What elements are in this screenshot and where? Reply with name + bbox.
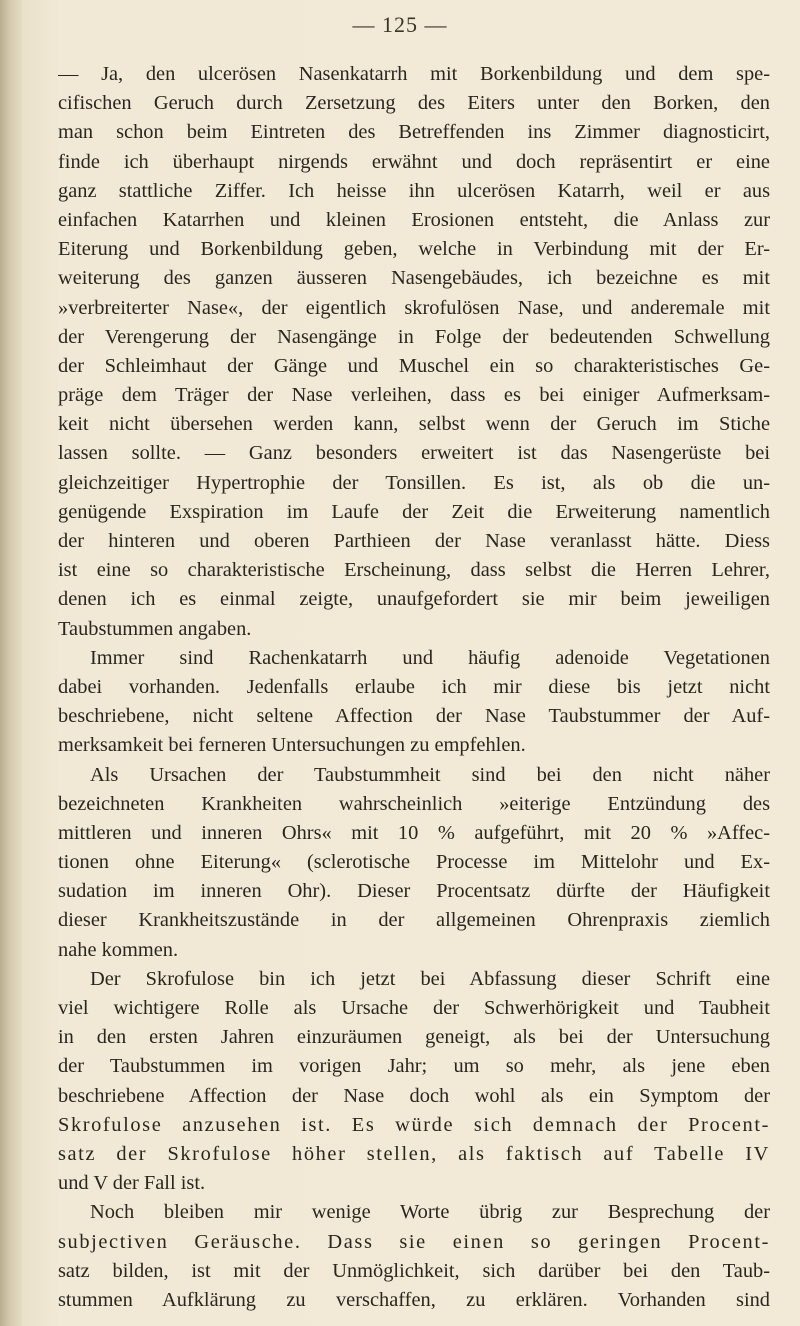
text-line: einfachen Katarrhen und kleinen Erosionen entsteht, die Anlass zur bbox=[58, 208, 770, 231]
text-line: Noch bleiben mir wenige Worte übrig zur Besprechung der bbox=[90, 1201, 770, 1224]
text-line: beschriebene Affection der Nase doch wohl als ein Symptom der bbox=[58, 1084, 770, 1107]
text-line: Als Ursachen der Taubstummheit sind bei den nicht näher bbox=[90, 763, 770, 786]
text-line: merksamkeit bei ferneren Untersuchungen zu empfehlen. bbox=[58, 734, 526, 757]
text-line: Eiterung und Borkenbildung geben, welche in Verbindung mit der Er- bbox=[58, 238, 770, 261]
page-number: — 125 — bbox=[352, 12, 448, 37]
text-line: satz der Skrofulose höher stellen, als faktisch auf Tabelle IV bbox=[58, 1142, 770, 1165]
text-line: lassen sollte. — Ganz besonders erweitert ist das Nasengerüste bei bbox=[58, 442, 770, 465]
text-line: Skrofulose anzusehen ist. Es würde sich demnach der Procent- bbox=[58, 1113, 770, 1136]
text-line: der Schleimhaut der Gänge und Muschel ein so charakteristisches Ge- bbox=[58, 354, 770, 377]
text-line: denen ich es einmal zeigte, unaufgefordert sie mir beim jeweiligen bbox=[58, 588, 770, 611]
text-line: präge dem Träger der Nase verleihen, dass es bei einiger Aufmerksam- bbox=[58, 384, 770, 407]
text-line: subjectiven Geräusche. Dass sie einen so geringen Procent- bbox=[58, 1230, 770, 1253]
text-line: finde ich überhaupt nirgends erwähnt und doch repräsentirt er eine bbox=[58, 150, 770, 173]
text-line: bezeichneten Krankheiten wahrscheinlich »eiterige Entzündung des bbox=[58, 792, 770, 815]
text-line: man schon beim Eintreten des Betreffenden ins Zimmer diagnosticirt, bbox=[58, 121, 770, 144]
text-line: tionen ohne Eiterung« (sclerotische Processe im Mittelohr und Ex- bbox=[58, 851, 770, 874]
text-line: ist eine so charakteristische Erscheinung, dass selbst die Herren Lehrer, bbox=[58, 559, 770, 582]
text-line: dabei vorhanden. Jedenfalls erlaube ich mir diese bis jetzt nicht bbox=[58, 675, 770, 698]
text-line: »verbreiterter Nase«, der eigentlich skrofulösen Nase, und anderemale mit bbox=[58, 296, 770, 319]
text-line: mittleren und inneren Ohrs« mit 10 % aufgeführt, mit 20 % »Affec- bbox=[58, 821, 770, 844]
body-text bbox=[58, 60, 770, 1315]
text-line: cifischen Geruch durch Zersetzung des Eiters unter den Borken, den bbox=[58, 92, 770, 115]
text-line: — Ja, den ulcerösen Nasenkatarrh mit Borkenbildung und dem spe- bbox=[58, 63, 770, 85]
text-line: der Taubstummen im vorigen Jahr; um so mehr, als jene eben bbox=[58, 1055, 770, 1078]
text-line: weiterung des ganzen äusseren Nasengebäudes, ich bezeichne es mit bbox=[58, 267, 770, 290]
text-line: keit nicht übersehen werden kann, selbst wenn der Geruch im Stiche bbox=[58, 413, 770, 436]
text-line: viel wichtigere Rolle als Ursache der Schwerhörigkeit und Taubheit bbox=[58, 997, 770, 1019]
page-binding-edge bbox=[0, 0, 22, 1326]
text-line: Taubstummen angaben. bbox=[58, 617, 252, 640]
text-line: Immer sind Rachenkatarrh und häufig adenoide Vegetationen bbox=[90, 646, 770, 669]
text-line: genügende Exspiration im Laufe der Zeit die Erweiterung namentlich bbox=[58, 500, 770, 523]
text-line: beschriebene, nicht seltene Affection der Nase Taubstummer der Auf- bbox=[58, 705, 770, 728]
text-line: der hinteren und oberen Parthieen der Nase veranlasst hätte. Diess bbox=[58, 530, 770, 552]
text-line: dieser Krankheitszustände in der allgemeinen Ohrenpraxis ziemlich bbox=[58, 909, 770, 932]
text-line: in den ersten Jahren einzuräumen geneigt, als bei der Untersuchung bbox=[58, 1026, 770, 1049]
text-line: ganz stattliche Ziffer. Ich heisse ihn ulcerösen Katarrh, weil er aus bbox=[58, 179, 770, 202]
text-line: sudation im inneren Ohr). Dieser Procentsatz dürfte der Häufigkeit bbox=[58, 880, 770, 903]
text-line: gleichzeitiger Hypertrophie der Tonsillen. Es ist, als ob die un- bbox=[58, 471, 770, 494]
text-line: und V der Fall ist. bbox=[58, 1172, 206, 1195]
text-line: satz bilden, ist mit der Unmöglichkeit, sich darüber bei den Taub- bbox=[58, 1259, 770, 1282]
text-line: stummen Aufklärung zu verschaffen, zu erklären. Vorhanden sind bbox=[58, 1288, 770, 1311]
text-line: nahe kommen. bbox=[58, 938, 179, 961]
text-line: der Verengerung der Nasengänge in Folge der bedeutenden Schwellung bbox=[58, 325, 770, 348]
text-line: Der Skrofulose bin ich jetzt bei Abfassung dieser Schrift eine bbox=[90, 967, 770, 990]
